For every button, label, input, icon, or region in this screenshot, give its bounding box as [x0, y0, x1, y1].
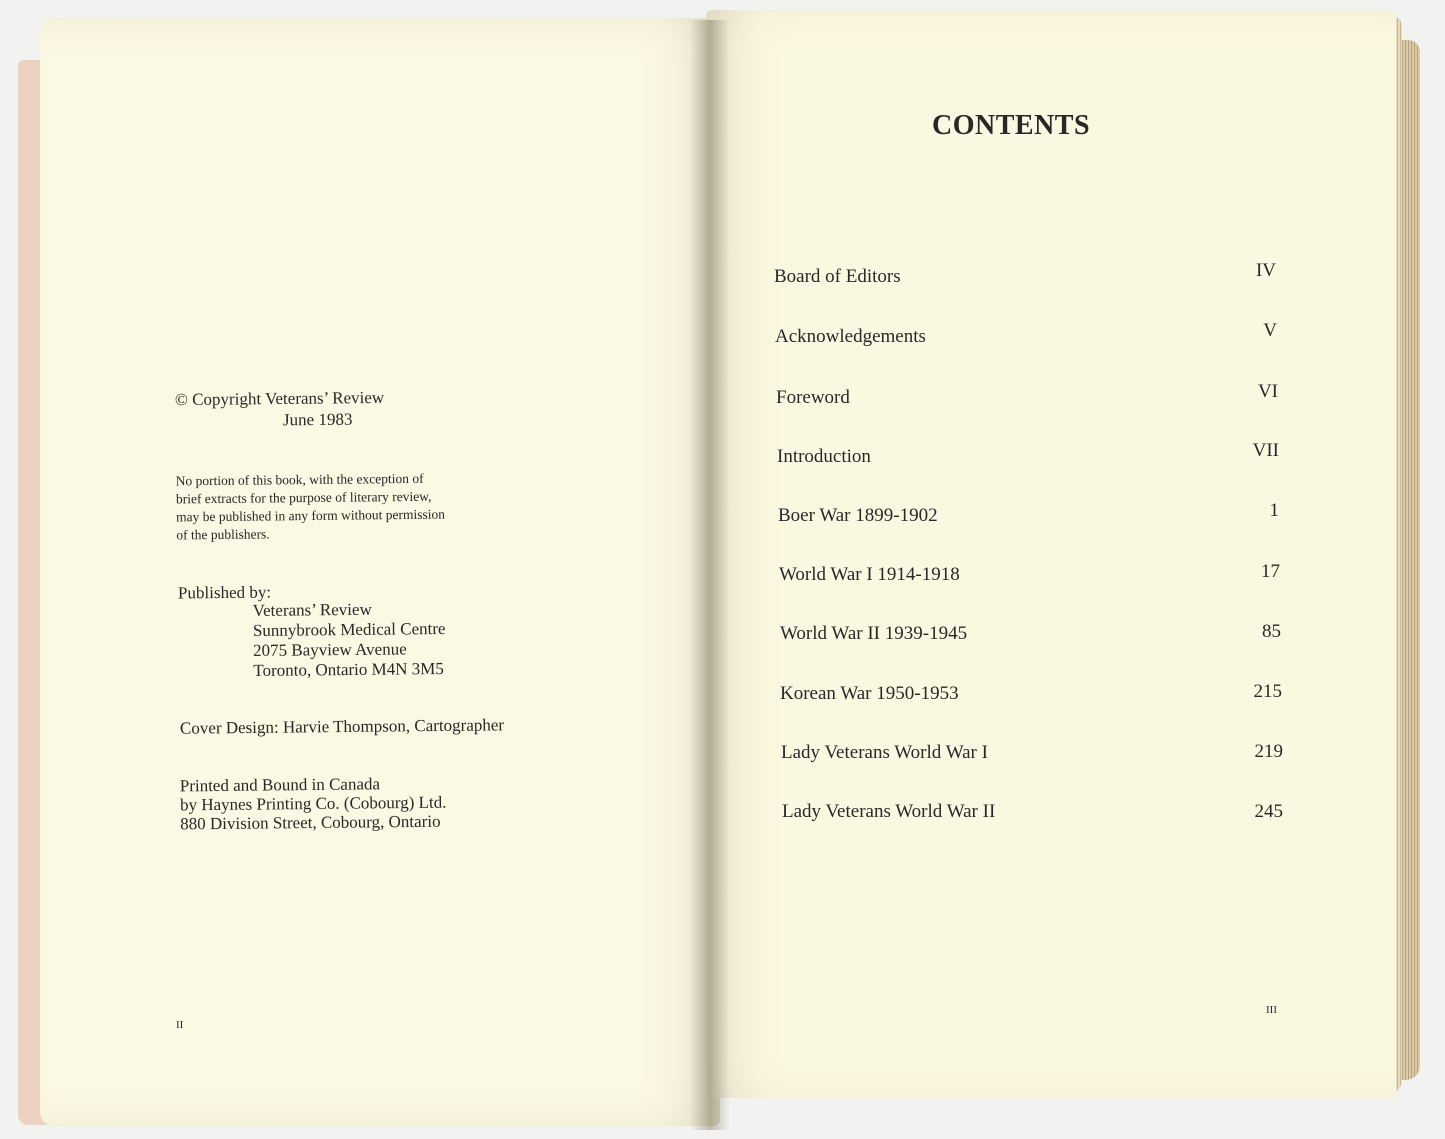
page-stack-outer: [1400, 40, 1420, 1080]
rights-notice-line: may be published in any form without permission: [176, 506, 446, 525]
toc-entry-page: 17: [1261, 561, 1280, 582]
toc-entry-page: 245: [1254, 801, 1283, 822]
toc-entry-page: 219: [1254, 741, 1283, 762]
page-number-right: III: [1266, 1004, 1277, 1016]
published-by-label: Published by:: [177, 582, 272, 603]
printer-info: [180, 774, 447, 834]
toc-entry-page: 1: [1269, 500, 1279, 521]
book-gutter: [690, 20, 730, 1130]
publisher-line: 2075 Bayview Avenue: [253, 639, 407, 661]
toc-entry-page: 85: [1262, 621, 1281, 642]
publication-date: June 1983: [282, 409, 353, 430]
toc-entry-title: World War II 1939-1945: [780, 623, 968, 644]
page-number-left: II: [176, 1019, 184, 1031]
rights-notice-line: of the publishers.: [176, 526, 270, 543]
printer-line: 880 Division Street, Cobourg, Ontario: [180, 811, 441, 834]
toc-entry-page: 215: [1253, 681, 1282, 702]
toc-entry-page: VI: [1257, 381, 1278, 402]
publisher-line: Veterans’ Review: [252, 599, 372, 621]
toc-entry-page: IV: [1255, 260, 1276, 281]
left-page: [40, 18, 720, 1126]
printer-line: by Haynes Printing Co. (Cobourg) Ltd.: [179, 792, 447, 815]
toc-entry-title: Lady Veterans World War II: [782, 801, 996, 822]
toc-entry-title: Boer War 1899-1902: [778, 505, 938, 526]
rights-notice: [176, 470, 446, 545]
publisher-line: Sunnybrook Medical Centre: [252, 618, 446, 641]
toc-entry-title: Lady Veterans World War I: [781, 742, 988, 763]
toc-entry-title: Acknowledgements: [775, 326, 926, 347]
toc-entry-page: V: [1263, 320, 1277, 341]
printer-line: Printed and Bound in Canada: [179, 774, 381, 796]
toc-entry-title: Board of Editors: [774, 266, 901, 287]
toc-entry-title: Foreword: [776, 387, 850, 408]
copyright-line: © Copyright Veterans’ Review: [174, 387, 385, 410]
toc-entry-title: Korean War 1950-1953: [780, 683, 959, 704]
rights-notice-line: brief extracts for the purpose of literary review,: [175, 488, 432, 507]
toc-entry-title: Introduction: [777, 446, 871, 467]
toc-entry-page: VII: [1252, 440, 1279, 461]
cover-design-credit: Cover Design: Harvie Thompson, Cartographer: [179, 715, 505, 738]
contents-heading: CONTENTS: [932, 110, 1091, 141]
publisher-address: [253, 599, 446, 681]
toc-entry-title: World War I 1914-1918: [779, 564, 960, 585]
right-page: [706, 10, 1396, 1098]
rights-notice-line: No portion of this book, with the exception of: [175, 470, 424, 489]
publisher-line: Toronto, Ontario M4N 3M5: [253, 659, 444, 681]
